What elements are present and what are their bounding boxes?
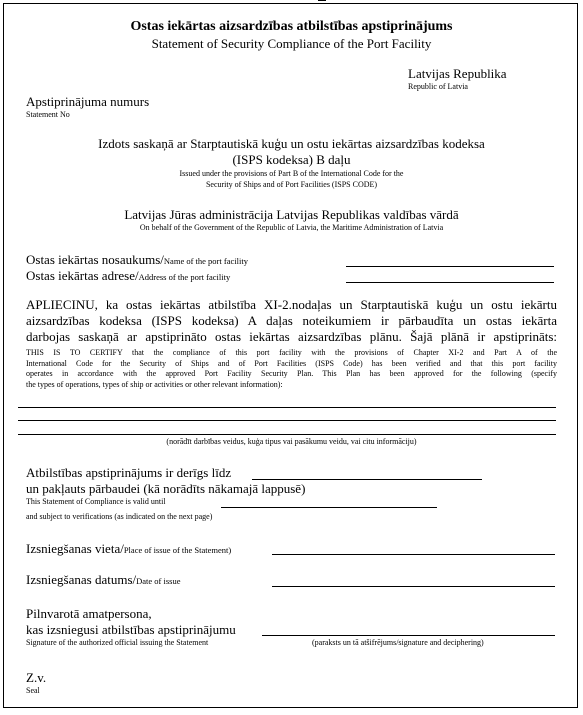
facility-name-lv: Ostas iekārtas nosaukums/ — [26, 252, 164, 267]
operations-field-3[interactable] — [18, 434, 556, 435]
facility-address-lv: Ostas iekārtas adrese/ — [26, 268, 139, 283]
certify-en — [26, 348, 557, 390]
country-en: Republic of Latvia — [408, 82, 468, 91]
operations-field-2[interactable] — [18, 420, 556, 421]
seal-lv: Z.v. — [26, 670, 47, 685]
certify-lv-line-2: aizsardzības kodeksa (ISPS kodeksa) A daļas noteikumiem ir pārbaudīta un ostas iekārta — [26, 313, 557, 328]
operations-field-1[interactable] — [18, 407, 556, 408]
statement-no-en: Statement No — [26, 110, 70, 119]
signature-hint: (paraksts un tā atšifrējums/signature and deciphering) — [312, 638, 484, 647]
issued-lv-2: (ISPS kodeksa) B daļu — [232, 152, 351, 167]
country-lv: Latvijas Republika — [408, 66, 507, 81]
facility-address-en: Address of the port facility — [138, 272, 231, 282]
certify-lv-line-1: APLIECINU, ka ostas iekārtas atbilstība XI-2.nodaļas un Starptautiskā kuģu un ostu iekārtu — [26, 297, 557, 312]
title-en: Statement of Security Compliance of the Port Facility — [151, 36, 432, 51]
top-edge-mark — [318, 0, 326, 3]
statement-no-lv: Apstiprinājuma numurs — [26, 94, 150, 109]
issued-en-2: Security of Ships and of Port Facilities (ISPS CODE) — [205, 180, 378, 189]
official-lv-2: kas izsniegusi atbilstības apstiprinājumu — [26, 622, 236, 637]
valid-until-en-field[interactable] — [221, 507, 437, 508]
place-en: Place of issue of the Statement) — [123, 545, 232, 555]
signature-field[interactable] — [262, 635, 555, 636]
date-label — [26, 572, 181, 589]
valid-until-field[interactable] — [252, 479, 482, 480]
place-label — [26, 541, 231, 558]
certify-en-line-3: operates in accordance with the approved Port Facility Security Plan. This Plan has been approved for the following (specify — [26, 369, 557, 378]
behalf-lv: Latvijas Jūras administrācija Latvijas Republikas valdības vārdā — [124, 207, 459, 222]
facility-address-field[interactable] — [346, 282, 554, 283]
certify-lv-line-3: darbojas saskaņā ar apstiprināto ostas iekārtas aizsardzības plānu. Šajā plānā ir apstiprināts: — [26, 329, 557, 344]
date-field[interactable] — [272, 586, 555, 587]
certify-en-line-4: the types of operations, types of ship or activities or other relevant information): — [26, 379, 283, 389]
place-lv: Izsniegšanas vieta/ — [26, 541, 124, 556]
facility-name-field[interactable] — [346, 266, 554, 267]
facility-name-label — [26, 252, 248, 269]
certify-en-line-1: THIS IS TO CERTIFY that the compliance of this port facility with the provisions of Chapter XI-2 and Part A of the — [26, 348, 557, 357]
validity-en-2: and subject to verifications (as indicated on the next page) — [26, 512, 213, 521]
official-en: Signature of the authorized official issuing the Statement — [26, 638, 209, 647]
validity-lv-2: un pakļauts pārbaudei (kā norādīts nākamajā lappusē) — [26, 481, 306, 496]
validity-lv-1: Atbilstības apstiprinājums ir derīgs līdz — [26, 465, 232, 480]
date-lv: Izsniegšanas datums/ — [26, 572, 137, 587]
issued-en-1: Issued under the provisions of Part B of the International Code for the — [179, 169, 404, 178]
validity-en-1: This Statement of Compliance is valid until — [26, 497, 166, 506]
certify-en-line-2: International Code for the Security of Ships and of Port Facilities (ISPS Code) has been verified and that this port facility — [26, 358, 557, 368]
operations-hint: (norādīt darbības veidus, kuģa tipus vai pasākumu veidu, vai citu informāciju) — [166, 437, 417, 446]
title-lv: Ostas iekārtas aizsardzības atbilstības apstiprinājums — [130, 19, 453, 34]
facility-name-en: Name of the port facility — [163, 256, 248, 266]
seal-en: Seal — [26, 686, 40, 695]
issued-lv-1: Izdots saskaņā ar Starptautiskā kuģu un ostu iekārtas aizsardzības kodeksa — [98, 136, 485, 151]
date-en: Date of issue — [136, 576, 181, 586]
place-field[interactable] — [272, 554, 555, 555]
official-lv-1: Pilnvarotā amatpersona, — [26, 606, 152, 621]
certify-lv — [26, 297, 557, 344]
facility-address-label — [26, 268, 230, 285]
behalf-en: On behalf of the Government of the Republic of Latvia, the Maritime Administration of Latvia — [139, 223, 444, 232]
